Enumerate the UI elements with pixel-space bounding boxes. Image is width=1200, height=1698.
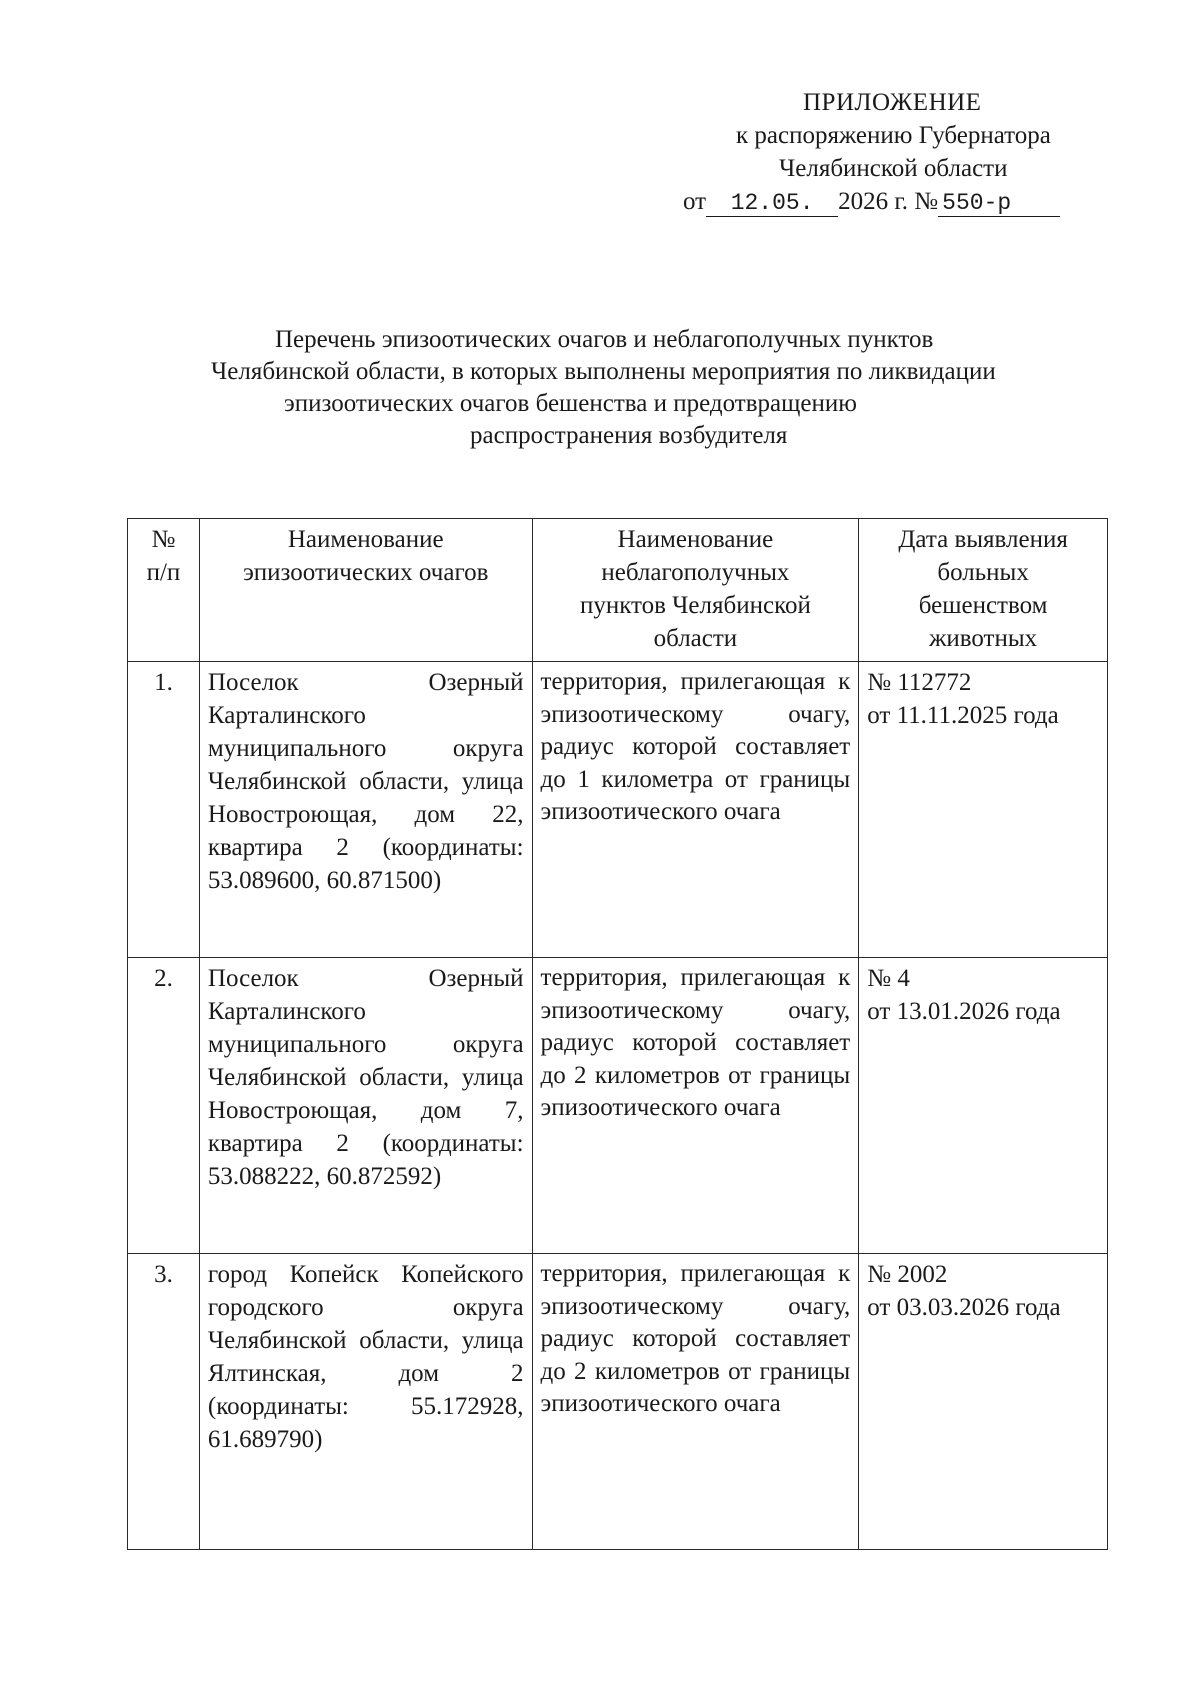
heading-line-3: эпизоотических очагов бешенства и предотвращению [284, 390, 857, 417]
table-row [128, 958, 1108, 1254]
header-points-name: Наименование неблагополучных пунктов Челябинской области [532, 519, 859, 662]
row-date: № 112772 от 11.11.2025 года [859, 662, 1108, 958]
row-date: № 2002 от 03.03.2026 года [859, 1254, 1108, 1550]
header-detection-date: Дата выявления больных бешенством животных [859, 519, 1108, 662]
row-area: территория, прилегающая к эпизоотическому очагу, радиус которой составляет до 1 километра от границы эпизоотического очага [532, 662, 859, 958]
order-year: 2026 г. № [838, 188, 939, 215]
from-label: от [683, 188, 707, 215]
appendix-date-number [640, 185, 1110, 218]
row-focus-name: Поселок Озерный Карталинского муниципального округа Челябинской области, улица Новостроющая, дом 7, квартира 2 (координаты: 53.088222, 60.872592) [199, 958, 532, 1254]
appendix-region: Челябинской области [779, 155, 1008, 182]
table-header-row [128, 519, 1108, 662]
row-area: территория, прилегающая к эпизоотическому очагу, радиус которой составляет до 2 километров от границы эпизоотического очага [532, 1254, 859, 1550]
row-focus-name: Поселок Озерный Карталинского муниципального округа Челябинской области, улица Новостроющая, дом 22, квартира 2 (координаты: 53.089600, 60.871500) [199, 662, 532, 958]
heading-line-2: Челябинской области, в которых выполнены мероприятия по ликвидации [211, 358, 996, 385]
row-number: 2. [128, 958, 200, 1254]
header-foci-name: Наименование эпизоотических очагов [199, 519, 532, 662]
header-number: № п/п [128, 519, 200, 662]
heading-line-1: Перечень эпизоотических очагов и неблагополучных пунктов [275, 326, 934, 353]
appendix-block [640, 86, 1110, 218]
table-row [128, 1254, 1108, 1550]
appendix-title: ПРИЛОЖЕНИЕ [803, 89, 982, 116]
row-number: 3. [128, 1254, 200, 1550]
document-heading [180, 324, 1120, 452]
foci-table [127, 518, 1108, 1550]
row-area: территория, прилегающая к эпизоотическому очагу, радиус которой составляет до 2 километров от границы эпизоотического очага [532, 958, 859, 1254]
row-number: 1. [128, 662, 200, 958]
heading-line-4: распространения возбудителя [470, 422, 788, 449]
order-date: 12.05. [706, 190, 838, 217]
table-row [128, 662, 1108, 958]
row-date: № 4 от 13.01.2026 года [859, 958, 1108, 1254]
order-number: 550-р [938, 190, 1060, 217]
appendix-reference: к распоряжению Губернатора [736, 122, 1051, 149]
row-focus-name: город Копейск Копейского городского округа Челябинской области, улица Ялтинская, дом 2 (координаты: 55.172928, 61.689790) [199, 1254, 532, 1550]
